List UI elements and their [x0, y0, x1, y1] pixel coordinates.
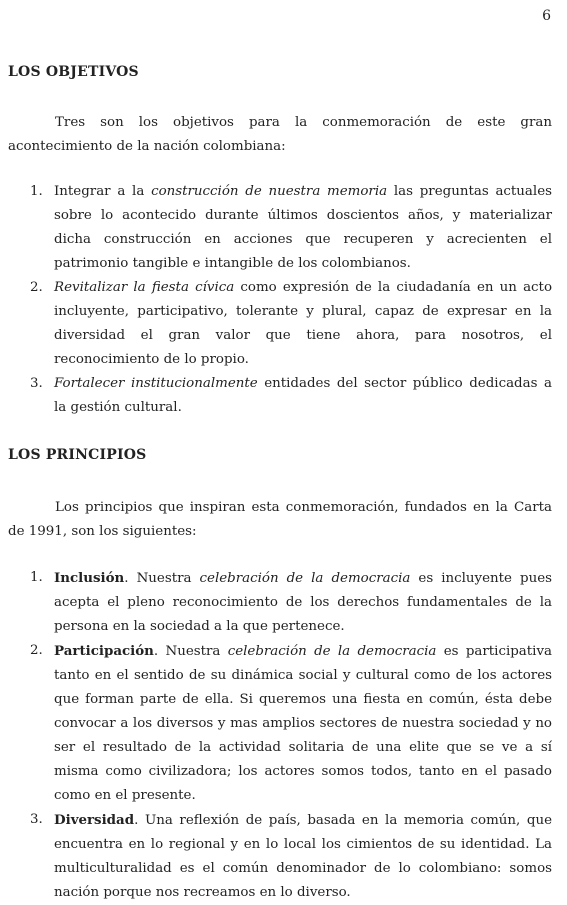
item-text: entidades del sector público dedicadas a la gestión cultural. — [54, 376, 552, 415]
list-item — [30, 276, 553, 372]
item-text: es incluyente pues acepta el pleno reconocimiento de los derechos fundamentales de la persona en la sociedad a la que pertenece. — [54, 571, 552, 634]
item-text: como expresión de la ciudadanía en un acto incluyente, participativo, tolerante y plural, capaz de expresar en la diversidad el gran valor que tiene ahora, para nosotros, el reconocimiento de lo propio. — [54, 280, 553, 367]
item-number: 3. — [30, 376, 43, 391]
item-number: 3. — [30, 812, 43, 827]
item-text: . Nuestra — [153, 644, 228, 659]
item-text: es participativa tanto en el sentido de su dinámica social y cultural como de los actores que forman parte de ella. Si queremos una fiesta en común, ésta debe convocar a los diversos y mas amplios sectores de nuestra sociedad y no ser el resultado de la actividad solitaria de una elite que se ve a sí misma como civilizadora; los actores somos todos, tanto en el pasado como en el presente. — [54, 644, 552, 803]
section-heading-principios: LOS PRINCIPIOS — [8, 447, 147, 463]
item-number: 1. — [30, 184, 43, 199]
item-number: 2. — [30, 280, 43, 295]
item-text: . Nuestra — [124, 571, 200, 586]
item-text: las preguntas actuales sobre lo acontecido durante últimos doscientos años, y materializar dicha construcción en acciones que recuperen y acrecienten el patrimonio tangible e intangible de los colombianos. — [54, 184, 552, 271]
item-emphasis: celebración de la democracia — [227, 644, 437, 659]
item-title: Participación — [54, 643, 154, 659]
list-item — [30, 808, 552, 905]
section-heading-objetivos: LOS OBJETIVOS — [8, 64, 139, 80]
item-number: 1. — [30, 570, 43, 585]
item-emphasis: construcción de nuestra memoria — [151, 184, 388, 199]
item-text: . Una reflexión de país, basada en la memoria común, que encuentra en lo regional y en lo local los cimientos de su identidad. La multiculturalidad es el común denominador de lo colombiano: somos nación porque nos recreamos en lo diverso. — [54, 813, 552, 900]
objetivos-list — [0, 180, 552, 420]
item-number: 2. — [30, 643, 43, 658]
item-emphasis: Fortalecer institucionalmente — [54, 376, 258, 391]
principios-intro: Los principios que inspiran esta conmemoración, fundados en la Carta de 1991, son los siguientes: — [8, 500, 552, 539]
list-item — [30, 372, 552, 420]
item-emphasis: celebración de la democracia — [199, 571, 411, 586]
item-emphasis: Revitalizar la fiesta cívica — [54, 280, 235, 295]
page-number: 6 — [542, 8, 551, 24]
item-text: Integrar a la — [54, 184, 152, 199]
item-title: Inclusión — [54, 570, 125, 586]
item-title: Diversidad — [54, 812, 135, 828]
objetivos-intro: Tres son los objetivos para la conmemoración de este gran acontecimiento de la nación colombiana: — [8, 115, 552, 154]
list-item — [30, 639, 552, 808]
principios-list — [0, 566, 552, 905]
list-item — [30, 566, 552, 639]
list-item — [30, 180, 552, 276]
